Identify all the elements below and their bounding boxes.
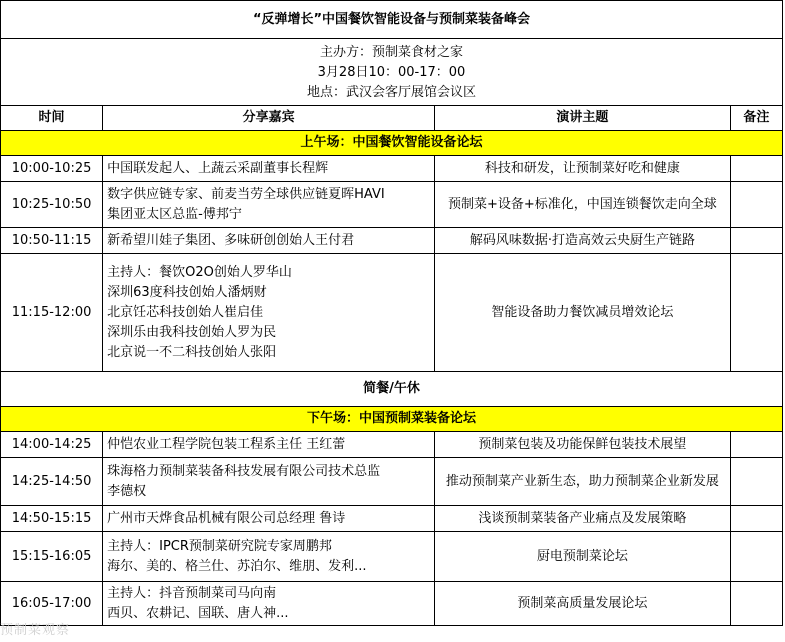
- table-row: [1, 532, 783, 582]
- session-pm-row: [1, 407, 783, 432]
- topic-cell: 解码风味数据·打造高效云央厨生产链路: [435, 228, 731, 254]
- speaker-line: 李德权: [107, 483, 147, 499]
- speaker-line: 主持人：餐饮O2O创始人罗华山: [107, 264, 292, 280]
- page-title: “反弹增长”中国餐饮智能设备与预制菜装备峰会: [1, 1, 783, 39]
- time-cell: 10:50-11:15: [1, 228, 103, 254]
- time-cell: 11:15-12:00: [1, 254, 103, 372]
- am-rows: [1, 156, 783, 372]
- speaker-line: 主持人：抖音预制菜司马向南: [107, 585, 277, 601]
- speaker-line: 数字供应链专家、前麦当劳全球供应链夏晖HAVI: [107, 186, 385, 202]
- lunch-title: 简餐/午休: [1, 372, 783, 407]
- time-cell: 10:00-10:25: [1, 156, 103, 182]
- watermark: 预制菜观察: [0, 623, 71, 638]
- lunch-row: [1, 372, 783, 407]
- pm-rows: [1, 432, 783, 626]
- location-text: 地点：武汉会客厅展馆会议区: [306, 85, 476, 100]
- speaker-cell: [103, 458, 435, 506]
- header-speaker: 分享嘉宾: [103, 106, 435, 131]
- time-cell: 16:05-17:00: [1, 582, 103, 626]
- note-cell: [730, 458, 782, 506]
- event-info: [1, 39, 783, 106]
- topic-cell: 预制菜+设备+标准化，中国连锁餐饮走向全球: [435, 182, 731, 228]
- note-cell: [730, 432, 782, 458]
- organizer-text: 主办方：预制菜食材之家: [319, 45, 463, 60]
- speaker-line: 主持人：IPCR预制菜研究院专家周鹏邦: [107, 538, 332, 554]
- table-row: [1, 182, 783, 228]
- note-cell: [730, 254, 782, 372]
- speaker-cell: [103, 254, 435, 372]
- table-row: [1, 432, 783, 458]
- speaker-cell: [103, 182, 435, 228]
- speaker-cell: [103, 432, 435, 458]
- time-cell: 14:50-15:15: [1, 506, 103, 532]
- topic-cell: 预制菜高质量发展论坛: [435, 582, 731, 626]
- table-row: [1, 458, 783, 506]
- time-cell: 14:00-14:25: [1, 432, 103, 458]
- note-cell: [730, 156, 782, 182]
- speaker-cell: [103, 582, 435, 626]
- session-am-row: [1, 131, 783, 156]
- topic-cell: 浅谈预制菜装备产业痛点及发展策略: [435, 506, 731, 532]
- table-row: [1, 506, 783, 532]
- datetime-text: 3月28日10：00-17：00: [317, 65, 466, 80]
- speaker-line: 仲恺农业工程学院包装工程系主任 王红蕾: [107, 436, 346, 452]
- table-row: [1, 254, 783, 372]
- speaker-line: 珠海格力预制菜装备科技发展有限公司技术总监: [107, 463, 381, 479]
- speaker-line: 西贝、农耕记、国联、唐人神...: [107, 605, 289, 621]
- speaker-line: 北京饪芯科技创始人崔启佳: [107, 304, 264, 320]
- note-cell: [730, 582, 782, 626]
- speaker-line: 北京说一不二科技创始人张阳: [107, 344, 277, 360]
- speaker-cell: [103, 156, 435, 182]
- speaker-cell: [103, 228, 435, 254]
- time-cell: 14:25-14:50: [1, 458, 103, 506]
- header-topic: 演讲主题: [435, 106, 731, 131]
- header-note: 备注: [730, 106, 782, 131]
- header-time: 时间: [1, 106, 103, 131]
- note-cell: [730, 506, 782, 532]
- time-cell: 10:25-10:50: [1, 182, 103, 228]
- header-row: [1, 106, 783, 131]
- topic-cell: 科技和研发，让预制菜好吃和健康: [435, 156, 731, 182]
- topic-cell: 智能设备助力餐饮减员增效论坛: [435, 254, 731, 372]
- table-row: [1, 582, 783, 626]
- note-cell: [730, 532, 782, 582]
- speaker-line: 集团亚太区总监-傅邦宁: [107, 206, 242, 222]
- speaker-line: 广州市天烨食品机械有限公司总经理 鲁诗: [107, 510, 346, 526]
- session-am-title: 上午场：中国餐饮智能设备论坛: [1, 131, 783, 156]
- topic-cell: 推动预制菜产业新生态，助力预制菜企业新发展: [435, 458, 731, 506]
- note-cell: [730, 228, 782, 254]
- topic-cell: 厨电预制菜论坛: [435, 532, 731, 582]
- speaker-line: 中国联发起人、上蔬云采副董事长程辉: [107, 160, 329, 176]
- speaker-line: 深圳63度科技创始人潘炳财: [107, 284, 267, 300]
- table-row: [1, 156, 783, 182]
- time-cell: 15:15-16:05: [1, 532, 103, 582]
- note-cell: [730, 182, 782, 228]
- speaker-line: 新希望川娃子集团、多味研创创始人王付君: [107, 232, 355, 248]
- table-row: [1, 228, 783, 254]
- session-pm-title: 下午场：中国预制菜装备论坛: [1, 407, 783, 432]
- speaker-cell: [103, 532, 435, 582]
- speaker-line: 深圳乐由我科技创始人罗为民: [107, 324, 277, 340]
- speaker-cell: [103, 506, 435, 532]
- speaker-line: 海尔、美的、格兰仕、苏泊尔、维朋、发利...: [107, 558, 367, 574]
- topic-cell: 预制菜包装及功能保鲜包装技术展望: [435, 432, 731, 458]
